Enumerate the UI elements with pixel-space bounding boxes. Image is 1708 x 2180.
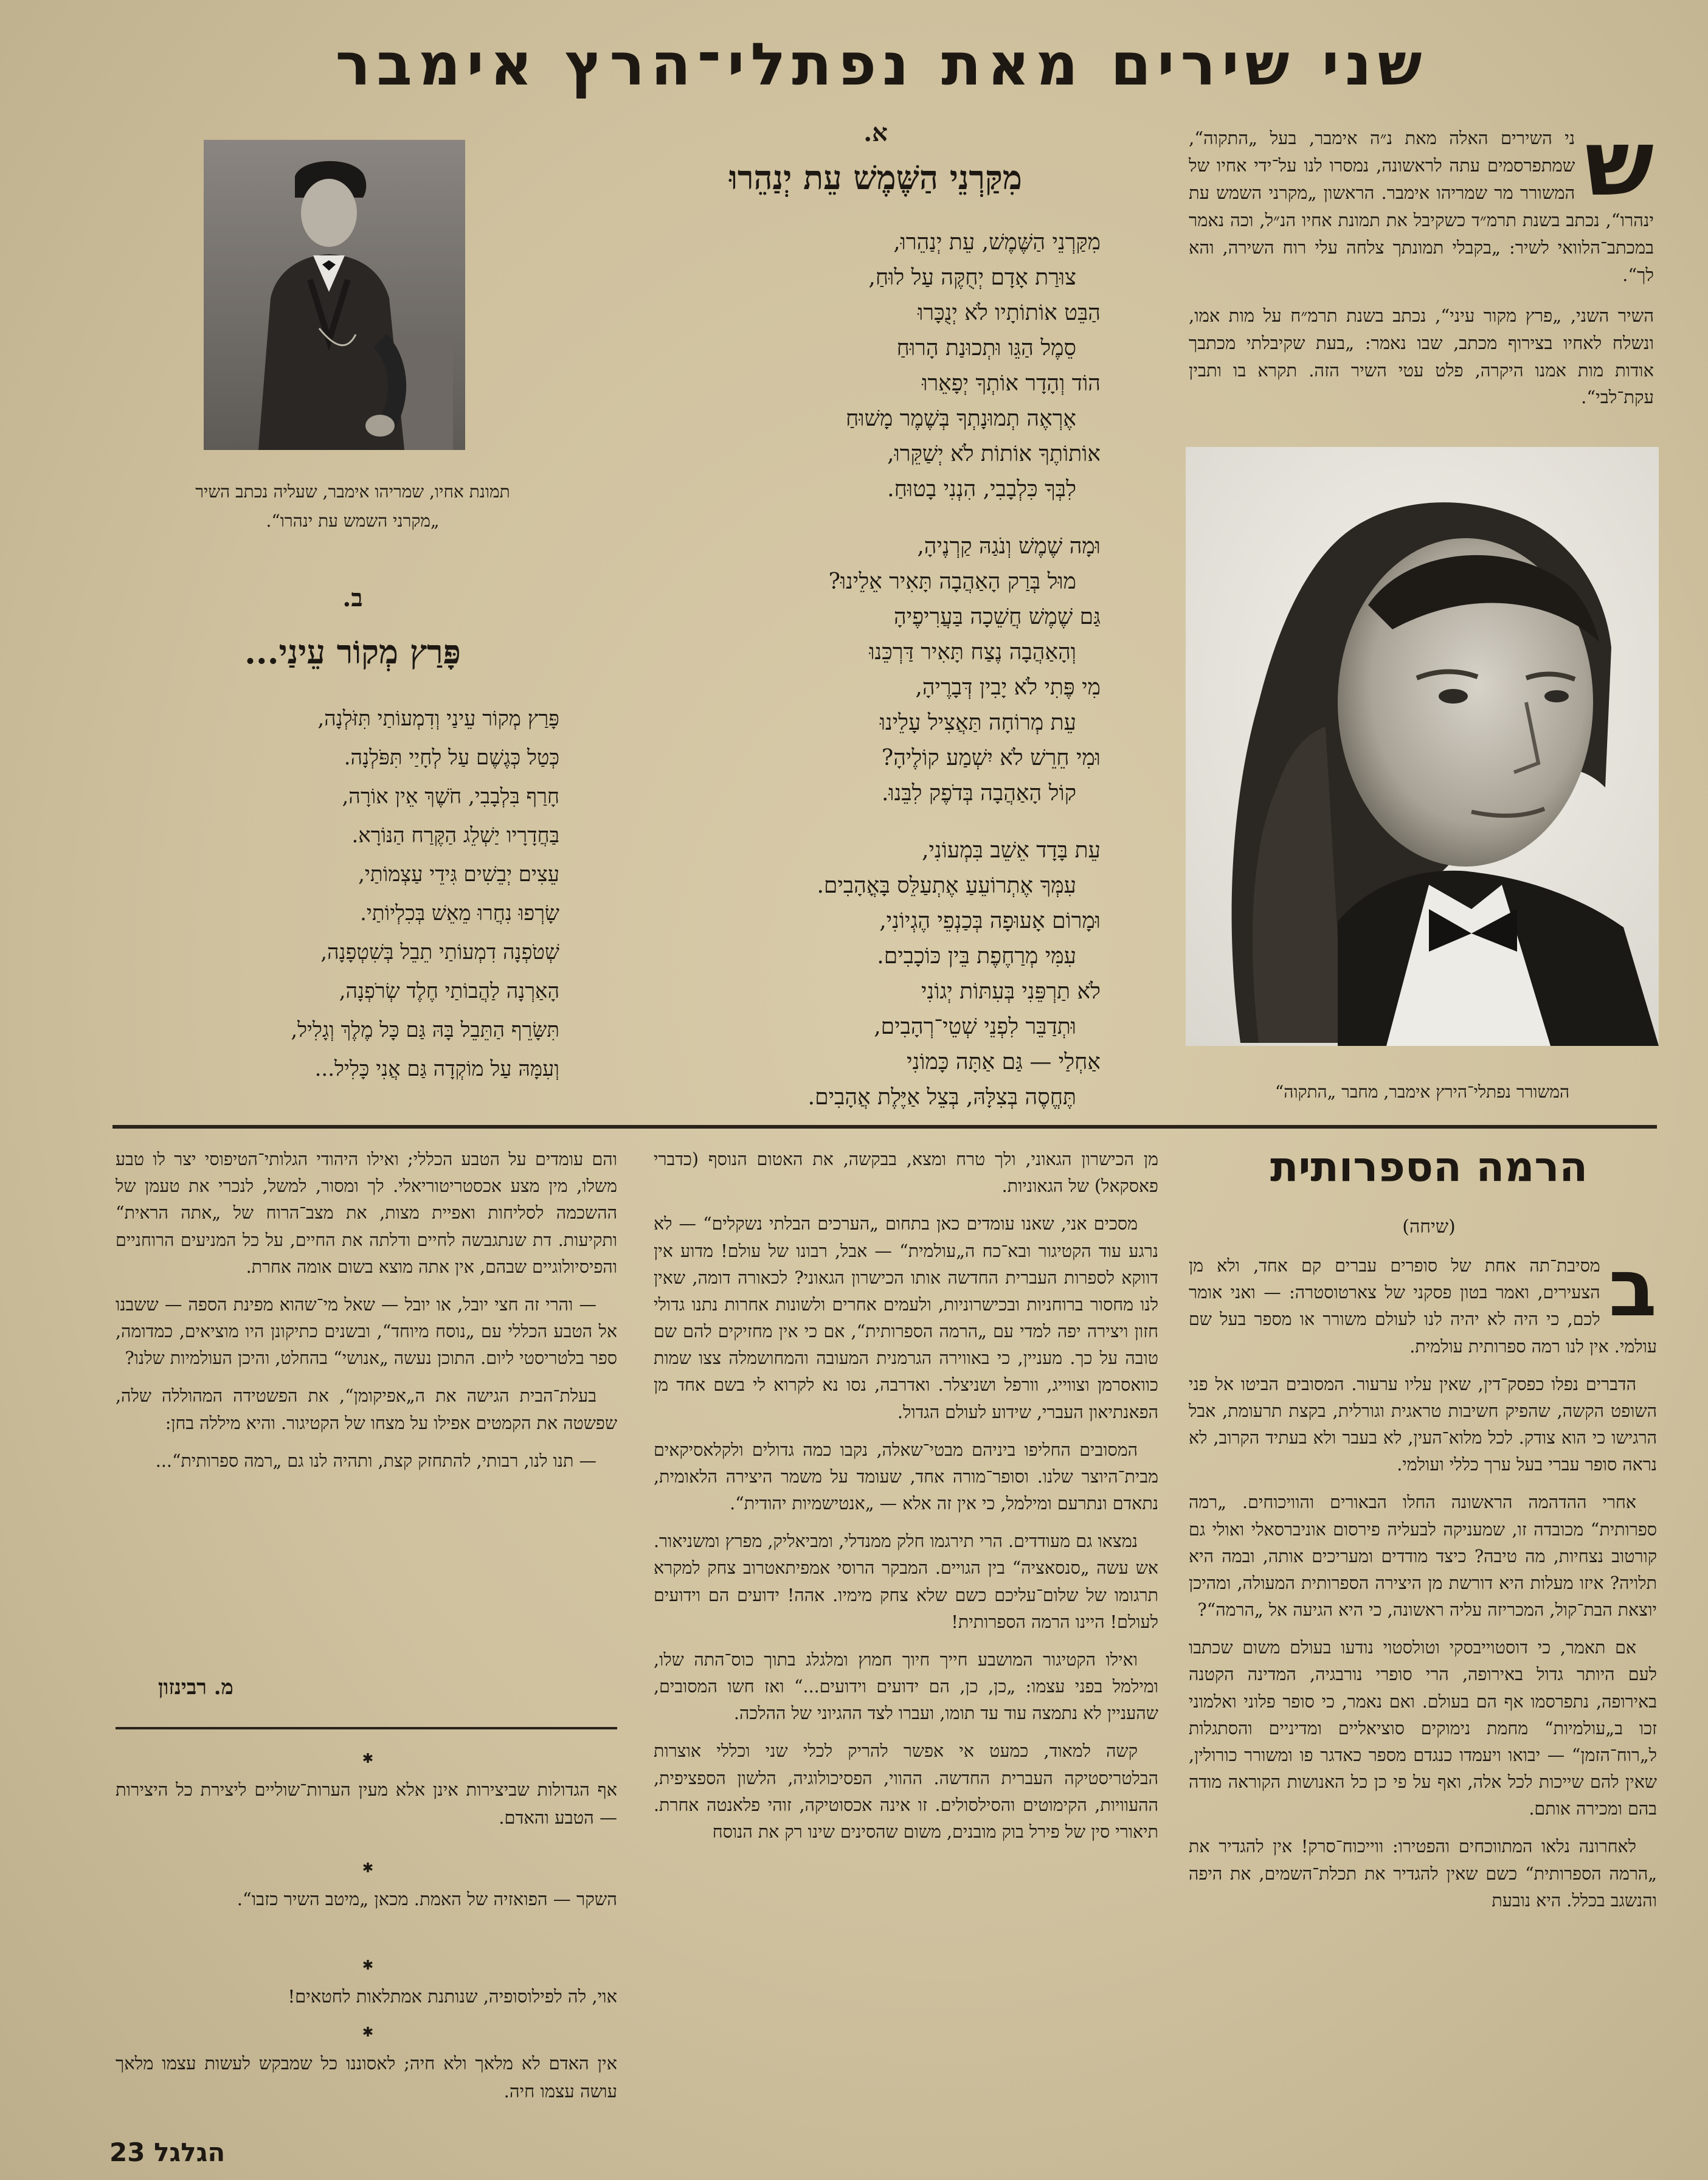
poem-line: וְעִמָּהּ עַל מוֹקְדָה גַּם אֲנִי כָּלִיל... [314,1057,559,1081]
poem-line: וּמָרוֹם אָעוּפָה בְּכַנְפֵי הֶגְיוֹנִי, [879,908,1101,933]
poet-caption: המשורר נפתלי־הירץ אימבר, מחבר „התקוה“ [1274,1082,1570,1102]
poem-line: עִמִּי מְרַחֶפֶת בֵּין כּוֹכָבִים. [877,944,1076,969]
poem-line: כְּטַל כְּגֶשֶׁם עַל לְחָיַי תִּפֹּלְנָה. [344,746,559,770]
page-footer: הגלגל 23 [109,2137,226,2167]
poem-line: עֵת בָּדָד אֵשֵׁב בִּמְעוֹנִי, [922,838,1101,863]
brother-caption: תמונת אחיו, שמריהו אימבר, שעליה נכתב השיר „מקרני השמש עת ינהרו“. [195,482,510,531]
poem-line: בַּחֲדָרָיו יַשְׁלֵג הַקֶּרַח הַנּוֹרָא. [351,823,559,848]
article-column-2 [654,1146,1158,1856]
article-paragraph: נמצאו גם מעודדים. הרי תירגמו חלק ממנדלי, ומביאליק, מפרץ ומשניאור. אש עשה „סנסאציה“ בין הגויים. המבקר הרוסי אמפיתאטרוב צחק למקרא תרגומו של שלום־עליכם כשם שלא צחק מימיו. אהה! ידועים הם וידועים לעולם! היינו הרמה הספרותית! [654,1531,1158,1632]
aphorism: השקר — הפואזיה של האמת. מכאן „מיטב השיר כזבו“. [237,1889,617,1909]
article-column-3 [116,1146,617,1486]
aphorism: אף הגדולות שביצירות אינן אלא מעין הערות־שוליים ליצירת כל היצירות — הטבע והאדם. [116,1779,617,1829]
article-column-1 [1189,1242,1657,1925]
intro-paragraph-2: השיר השני, „פרץ מקור עיני“, נכתב בשנת תרמ״ח על מות אמו, ונשלח לאחיו בצירוף מכתב, שבו נאמר: „בעת שקיבלתי מכתבך אודות מות אמנו היקרה, פלט עטי השיר הזה. תקרא בו ותבין עקת־לבי“. [1189,305,1654,408]
poem1-stanza-1 [638,225,1101,507]
article-paragraph: מן הכישרון הגאוני, ולך טרח ומצא, בבקשה, את האטום הנוסף (כדברי פאסקאל) של הגאוניות. [654,1149,1158,1197]
poet-photo [1186,447,1659,1046]
page-title: שני שירים מאת נפתלי־הרץ אימבר [335,30,1428,99]
article-paragraph: לאחרונה נלאו המתווכחים והפטירו: ווייכוח־סרק! אין להגדיר את „הרמה הספרותית“ כשם שאין להגדיר את תכלת־השמים, את היפה והנשגב בכלל. היא נובעת [1189,1836,1657,1911]
star-ornament: ✱ [362,1958,374,1973]
poem-line: שָׂרְפוּ נִחֲרוּ מֵאֵשׁ בְּכִלְיוֹתַי. [360,901,559,926]
intro-dropcap: ש [1585,111,1654,216]
poem-line: לֹא תַרְפֵּנִי בְּעִתּוֹת יְגוֹנִי [921,979,1101,1004]
poem-line: אוֹתוֹתֶךָ אוֹתוֹת לֹא יְשַׁקֵּרוּ, [887,441,1101,466]
aphorism: אוי, לה לפילוסופיה, שנותנת אמתלאות לחטאים! [288,1986,617,2007]
poem-line: אַחְלַי — גַּם אַתָּה כָּמוֹנִי [907,1050,1101,1074]
article-title: הרמה הספרותית [1270,1143,1588,1191]
poem-line: עֵצִים יְבֵשִׁים גִּידֵי עַצְמוֹתַי, [358,862,559,887]
star-ornament: ✱ [362,2025,374,2040]
article-paragraph: והם עומדים על הטבע הכללי; ואילו היהודי הגלותי־הטיפוסי יצר לו טבע משלו, מין מצע אכסטריטוריאלי. לך ומסור, למשל, לנכרי את טעמן של ההשכמה לסליחות ואפיית מצות, את מצב־הרוח של „אתה הראית“ ותקיעות. דת שנתגבשה לחיים ודלתה את החיים, על כל המניעים הרוחניים והפיסיולוגיים שבהם, אין אתה מוצא בשום אומה אחרת. [116,1149,617,1277]
aphorism: אין האדם לא מלאך ולא חיה; לאסוננו כל שמבקש לעשות עצמו מלאך עושה עצמו חיה. [116,2053,617,2102]
poem-line: הוֹד וְהָדָר אוֹתְךָ יְפָאֵרוּ [922,371,1101,396]
poem-line: מִי פֶּתִי לֹא יָבִין דְּבָרֶיהָ, [915,675,1101,700]
poem-line: צוּרַת אָדָם יְחֻקֶּה עַל לוּחַ, [868,265,1076,290]
poem-line: שְׁטֹפְנָה דִמְעוֹתַי תֵבֵל בְּשִׁטְפָנָה, [320,940,559,964]
poem1-number: א. [863,119,888,147]
poem-line: הָאַרְנָה לַהֲבוֹתַי חֶלֶד שְׂרֹפְנָה, [339,979,559,1003]
poem1-title: מִקַּרְנֵי הַשֶּׁמֶשׁ עֵת יְנַהֵרוּ [729,158,1022,197]
poem1-stanza-2 [638,529,1101,811]
article-paragraph: ב מסיבת־תה אחת של סופרים עברים קם אחד, ולא מן הצעירים, ואמר בטון פסקני של צארטוסטרה: — ואני אומר לכם, כי היה לא יהיה לנו לעולם משורר או מספר בעל שם עולמי. אין לנו רמה ספרותית עולמית. [1189,1242,1657,1357]
article-paragraph: אחרי ההדהמה הראשונה החלו הבאורים והוויכוחים. „רמה ספרותית“ מכובדה זו, שמעניקה לבעליה פירסום אוניברסאלי ואולי גם קורטוב נצחיות, מה טיבה? כיצד מודדים ומעריכים אותה, ובמה היא תלויה? איזו מעלות היא דורשת מן היצירה הספרותית המעולה, ומהיכן יוצאת הבת־קול, המכריזה עליה ראשונה, כי היא הגיעה אל „הרמה“? [1189,1492,1657,1621]
poem-line: לִבְּךָ כִּלְבָבִי, הִנְנִי בָטוּחַ. [887,477,1076,502]
article-paragraph: הדברים נפלו כפסק־דין, שאין עליו ערעור. המסובים הביטו אל פני השופט הקשה, שהפיק חשיבות טראגית וגורלית, בקצת תרעומת, אבל הרגישו כי הוא צודק. לכל מלוא־העין, לא בעבר ולא בעתיד הקרוב, לא נראה סופר עברי בעל ערך כללי ועולמי. [1189,1374,1657,1475]
poem2-title: פָּרַץ מְקוֹר עֵינַי... [244,632,461,671]
article-paragraph: ואילו הקטיגור המושבע חייך חיוך חמוץ ומלגלג בתוך כוס־התה שלו, ומילמל בפני עצמו: „כן, כן, הם ידועים וידועים...“ ואז חשו המסובים, שהעניין לא נתמצה עוד עד תומו, ועברו לצד ההגיוני של ההלכה. [654,1649,1158,1724]
star-ornament: ✱ [362,1751,374,1766]
poem-line: עֵת מְרוֹחָה תַּאֲצִיל עָלֵינוּ [879,710,1076,735]
article-paragraph: קשה למאוד, כמעט אי אפשר להריק לכלי שני וכללי אוצרות הבלטריסטיקה העברית החדשה. ההווי, הפסיכולוגיה, הלשון הספציפית, ההעוויות, הקימוטים והסילסולים. זו אינה אכסוטיקה, זוהי פלאנטה אחרת. תיאורי סין של פירל בוק מובנים, משום שהסינים שינו רק את הנוסח [654,1741,1158,1842]
poem-line: מוּל בְּרַק הָאַהֲבָה תָּאִיר אֵלֵינוּ? [828,569,1076,594]
poem-line: חָרַף בִּלְבָבִי, חֹשֶׁךְ אֵין אוֹרָה, [342,784,559,809]
poem-line: פָּרַץ מְקוֹר עֵינַי וְדִמְעוֹתַי תִּזֹּלְנָה, [317,707,559,731]
star-ornament: ✱ [362,1861,374,1876]
poem-line: וּמִי חֵרֵשׁ לֹא יִשְׁמַע קוֹלֶיהָ? [881,746,1101,770]
article-paragraph: — והרי זה חצי יובל, או יובל — שאל מי־שהוא מפינת הספה — ששבנו אל הטבע הכללי עם „נוסח מיוחד“, ובשנים כתיקונן היו מוציאים, כמדומה, ספר בלטריסטי ליום. התוכן נעשה „אנושי“ בהחלט, והיכן העולמיות שלנו? [116,1294,617,1369]
poem-line: עִמְּךָ אֶתְרוֹעֵעַ אֶתְעַלֵּס בָּאֳהָבִים. [817,873,1076,898]
article-signature: מ. רבינזון [158,1675,233,1700]
poem-line: תִּשָּׂרֵף הַתֵּבֵל בָּהּ גַּם כָּל מֶלֶךְ וְגָלִיל, [291,1018,559,1042]
poem-line: אֶרְאֶה תְמוּנָתְךָ בְּשֶׁמֶר מָשׁוּחַ [846,406,1076,431]
article-paragraph: המסובים החליפו ביניהם מבטי־שאלה, נקבו כמה גדולים ולקלאסיקאים מבית־היוצר שלנו. וסופר־מורה אחד, שעומד על משמר היצירה הלאומית, נתאדם ונתרעם ומילמל, כי אין זה אלא — „אנטישמיות יהודית“. [654,1439,1158,1514]
article-paragraph: אם תאמר, כי דוסטוייבסקי וטולסטוי נודעו בעולם משום שכתבו לעם היותר גדול באירופה, הרי סופרי נורבגיה, המדינה הקטנה באירופה, נתפרסמו אף הם בעולם. ואם נאמר, כי סופר פלוני ואלמוני זכו ב„עולמיות“ מחמת נימוקים סוציאליים ומדיניים והסתגלות ל„רוח־הזמן“ — יבואו ויעמדו כנגדם מספר כאדגר פו ומשורר כורולין, שאין להם שייכות לכל אלה, ואף על פי כן כל האנושות הקוראה מודה בהם ומכירה אותם. [1189,1638,1657,1819]
article-dropcap: ב [1608,1242,1657,1334]
poem-line: תֶּחֱסֶה בְּצִלָּהּ, בְּצֵל אַיֶּלֶת אֲהָבִים. [807,1085,1076,1110]
poem1-stanza-3 [638,833,1101,1115]
poem2-number: ב. [342,584,363,612]
poem-line: גַּם שֶׁמֶשׁ חֲשֵׁכָה בַּעֲרִיפֶיהָ [894,604,1101,629]
poem-line: וְהָאַהֲבָה נֶצַח תָּאִיר דַּרְכֵּנוּ [869,640,1076,665]
poem-line: וּמָה שֶׁמֶשׁ וְנֹגַהּ קַרְנֶיהָ, [917,534,1101,559]
poem-line: סֵמֶל הַגֵּו וּתְכוּנַת הָרוּחַ [896,336,1076,361]
intro-paragraph-1: ש ני השירים האלה מאת נ״ה אימבר, בעל „התקוה“, שמתפרסמים עתה לראשונה, נמסרו לנו על־ידי אחיו של המשורר מר שמריהו אימבר. הראשון „מקרני השמש עת ינהרו“, נכתב בשנת תרמ״ד כשקיבל את תמונת אחיו הנ״ל, וכה נאמר במכתב־הלוואי לשיר: „בקבלי תמונתך צלחה עלי רוח השירה, והא לך“. [1189,111,1654,285]
poem-line: מִקַּרְנֵי הַשֶּׁמֶשׁ, עֵת יְנַהֵרוּ, [893,230,1101,255]
poem-line: וּתְדַבֵּר לִפְנֵי שְׁטֵי־רְהָבִים, [874,1014,1076,1039]
intro-text [1189,111,1654,424]
article-subtitle: (שיחה) [1402,1216,1456,1237]
poem-line: הַבֵּט אוֹתוֹתָיו לֹא יְנֻכָּרוּ [918,300,1101,325]
article-paragraph: — תנו לנו, רבותי, להתחזק קצת, ותהיה לנו גם „רמה ספרותית“... [155,1450,596,1471]
article-paragraph: בעלת־הבית הגישה את ה„אפיקומן“, את הפשטידה המהוללה שלה, שפשטה את הקמטים אפילו על מצחו של הקטיגור. והיא מיללה בחן: [116,1386,617,1433]
poem1-body [638,225,1101,1137]
section-divider [112,1125,1657,1129]
article-paragraph: מסכים אני, שאנו עומדים כאן בתחום „הערכים הבלתי נשקלים“ — לא נרגע עוד הקטיגור ובא־כח ה„עולמית“ — אבל, רבונו של עולם! מדוע אין דווקא לספרות העברית החדשה אותו הכישרון הגאוני? לכאורה דומה, שאין לנו מחסור ברוחניות ובכישרוניות, ולעמים אחרים ולשונות אחרות נתנו גדולי חזון ויצירה יפה למדי עם „הרמה הספרותית“, אם כי אין מחזיקים להם שם טובה על כך. מעניין, כי באווירה הגרמנית המעובה והמחושמלה צצו שמות כוואסרמן וצווייג, וורפל ושניצלר. ואדרבה, נסו נא לקרוא לי בשם אחד מן הפאנתיאון העברי, שידוע לעולם הגדול. [654,1214,1158,1422]
poem-line: קוֹל הָאַהֲבָה בְּדֹפֶק לִבֵּנוּ. [881,781,1076,806]
aphorisms-divider [116,1727,617,1729]
brother-photo [204,140,465,450]
poem2-body [182,699,559,1088]
